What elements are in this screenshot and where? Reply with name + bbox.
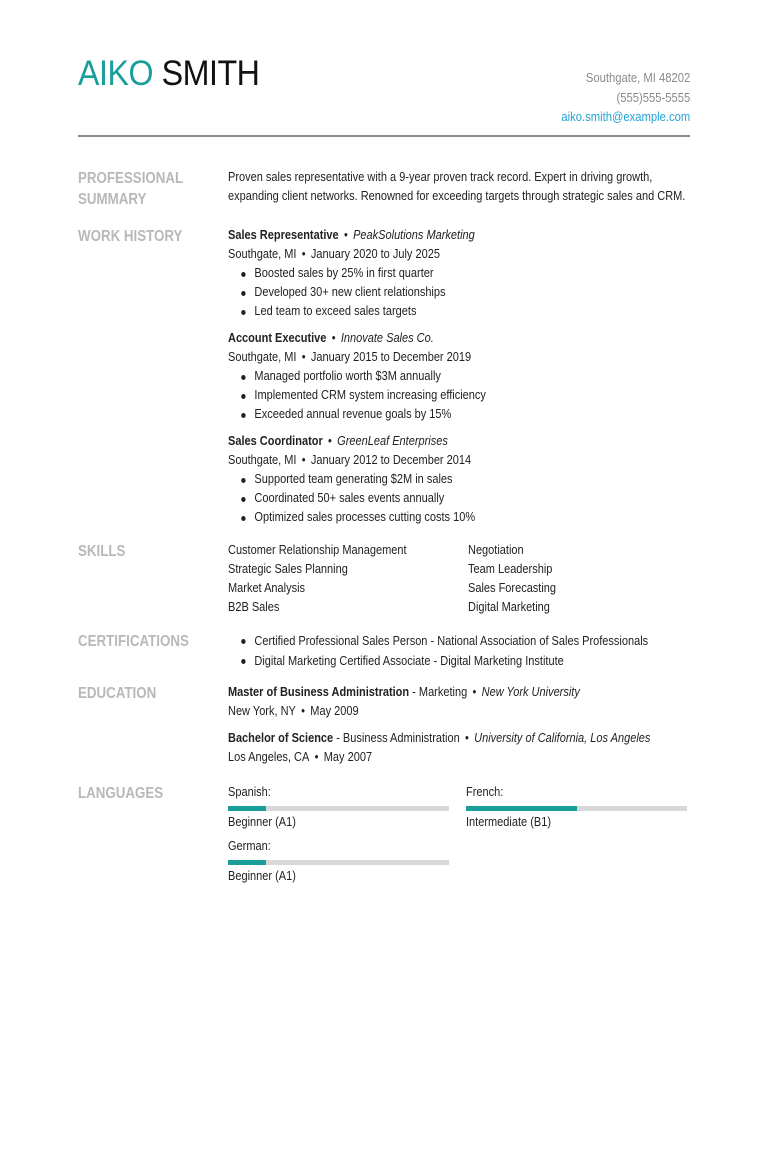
- last-name: SMITH: [161, 54, 260, 93]
- language-name: Spanish:: [228, 785, 271, 799]
- address: Southgate, MI 48202: [585, 71, 690, 85]
- skill-item: Strategic Sales Planning: [228, 562, 348, 576]
- edu-location: Los Angeles, CA: [228, 750, 310, 764]
- education-entry: [228, 729, 651, 767]
- edu-date: May 2009: [310, 704, 359, 718]
- job-location: Southgate, MI: [228, 350, 297, 364]
- bullet-item: Exceeded annual revenue goals by 15%: [240, 405, 641, 424]
- proficiency-bar: [228, 860, 449, 865]
- bullet-item: Optimized sales processes cutting costs 10%: [240, 508, 641, 527]
- summary-text: [228, 168, 698, 206]
- degree: Bachelor of Science: [228, 731, 334, 745]
- proficiency-bar: [228, 806, 449, 811]
- job-dates: January 2012 to December 2014: [310, 453, 472, 467]
- separator: •: [301, 704, 306, 718]
- job-location: Southgate, MI: [228, 247, 297, 261]
- bullet-item: Developed 30+ new client relationships: [240, 283, 641, 302]
- separator: •: [472, 685, 477, 699]
- skill-item: Customer Relationship Management: [228, 543, 407, 557]
- phone: (555)555-5555: [616, 90, 690, 105]
- job-dates: January 2020 to July 2025: [310, 247, 440, 261]
- separator: •: [331, 331, 336, 345]
- skills-list: [228, 541, 698, 617]
- job-entry: [228, 226, 642, 321]
- separator: •: [301, 247, 306, 261]
- language-item: [228, 783, 449, 832]
- bullet-item: Coordinated 50+ sales events annually: [240, 489, 641, 508]
- section-label: EDUCATION: [78, 685, 157, 702]
- edu-date: May 2007: [323, 750, 373, 764]
- skill-item: B2B Sales: [228, 600, 280, 614]
- language-name: German:: [228, 839, 271, 853]
- job-dates: January 2015 to December 2019: [310, 350, 472, 364]
- company: GreenLeaf Enterprises: [337, 434, 448, 448]
- job-bullets: [228, 264, 642, 321]
- language-level: Intermediate (B1): [466, 815, 551, 829]
- bullet-item: Managed portfolio worth $3M annually: [240, 367, 641, 386]
- separator: •: [464, 731, 469, 745]
- skill-item: Digital Marketing: [468, 600, 550, 614]
- job-bullets: [228, 367, 642, 424]
- job-location: Southgate, MI: [228, 453, 297, 467]
- school: University of California, Los Angeles: [474, 731, 651, 745]
- proficiency-bar: [466, 806, 687, 811]
- separator: •: [328, 434, 332, 448]
- resume-page: [78, 0, 690, 883]
- job-title: Sales Representative: [228, 228, 339, 242]
- proficiency-fill: [228, 806, 266, 811]
- job-title: Account Executive: [228, 331, 327, 345]
- summary-line: Proven sales representative with a 9-year proven track record. Expert in driving growth,: [228, 170, 653, 184]
- job-bullets: [228, 470, 642, 527]
- language-item: [228, 837, 449, 886]
- company: PeakSolutions Marketing: [353, 228, 475, 242]
- language-item: [466, 783, 687, 832]
- email-link[interactable]: aiko.smith@example.com: [561, 110, 690, 124]
- degree: Master of Business Administration: [228, 685, 410, 699]
- separator: •: [301, 453, 306, 467]
- school: New York University: [481, 685, 580, 699]
- language-name: French:: [466, 785, 504, 799]
- label-line: SUMMARY: [78, 191, 147, 208]
- contact-info: [561, 69, 690, 128]
- field: - Business Administration: [333, 731, 460, 745]
- skill-item: Negotiation: [468, 543, 524, 557]
- certification-item: Digital Marketing Certified Associate - Digital Marketing Institute: [240, 651, 641, 671]
- job-entry: [228, 329, 642, 424]
- work-entries: [228, 226, 698, 535]
- company: Innovate Sales Co.: [340, 331, 434, 345]
- proficiency-fill: [228, 860, 266, 865]
- section-label: LANGUAGES: [78, 785, 164, 802]
- field: - Marketing: [409, 685, 468, 699]
- education-entries: [228, 683, 698, 775]
- label-line: PROFESSIONAL: [78, 170, 184, 187]
- first-name: AIKO: [78, 54, 154, 93]
- languages-list: [228, 783, 698, 883]
- edu-location: New York, NY: [228, 704, 296, 718]
- proficiency-fill: [466, 806, 577, 811]
- skill-item: Market Analysis: [228, 581, 306, 595]
- skill-item: Team Leadership: [468, 562, 553, 576]
- section-label: CERTIFICATIONS: [78, 633, 189, 650]
- summary-line: expanding client networks. Renowned for exceeding targets through strategic sales and CRM.: [228, 189, 686, 203]
- section-label: SKILLS: [78, 543, 126, 560]
- section-label: [78, 168, 198, 210]
- bullet-item: Implemented CRM system increasing efficiency: [240, 386, 641, 405]
- resume-header: [78, 0, 690, 137]
- skill-item: Sales Forecasting: [468, 581, 557, 595]
- education-entry: [228, 683, 642, 721]
- language-level: Beginner (A1): [228, 869, 296, 883]
- certifications-list: [228, 631, 698, 671]
- certification-item: Certified Professional Sales Person - National Association of Sales Professionals: [240, 631, 641, 651]
- separator: •: [314, 750, 319, 764]
- section-label: WORK HISTORY: [78, 228, 183, 245]
- job-entry: [228, 432, 642, 527]
- job-title: Sales Coordinator: [228, 434, 323, 448]
- language-level: Beginner (A1): [228, 815, 296, 829]
- header-divider: [78, 135, 690, 137]
- bullet-item: Boosted sales by 25% in first quarter: [240, 264, 641, 283]
- bullet-item: Led team to exceed sales targets: [240, 302, 641, 321]
- separator: •: [343, 228, 348, 242]
- bullet-item: Supported team generating $2M in sales: [240, 470, 641, 489]
- candidate-name: [78, 54, 259, 94]
- separator: •: [301, 350, 306, 364]
